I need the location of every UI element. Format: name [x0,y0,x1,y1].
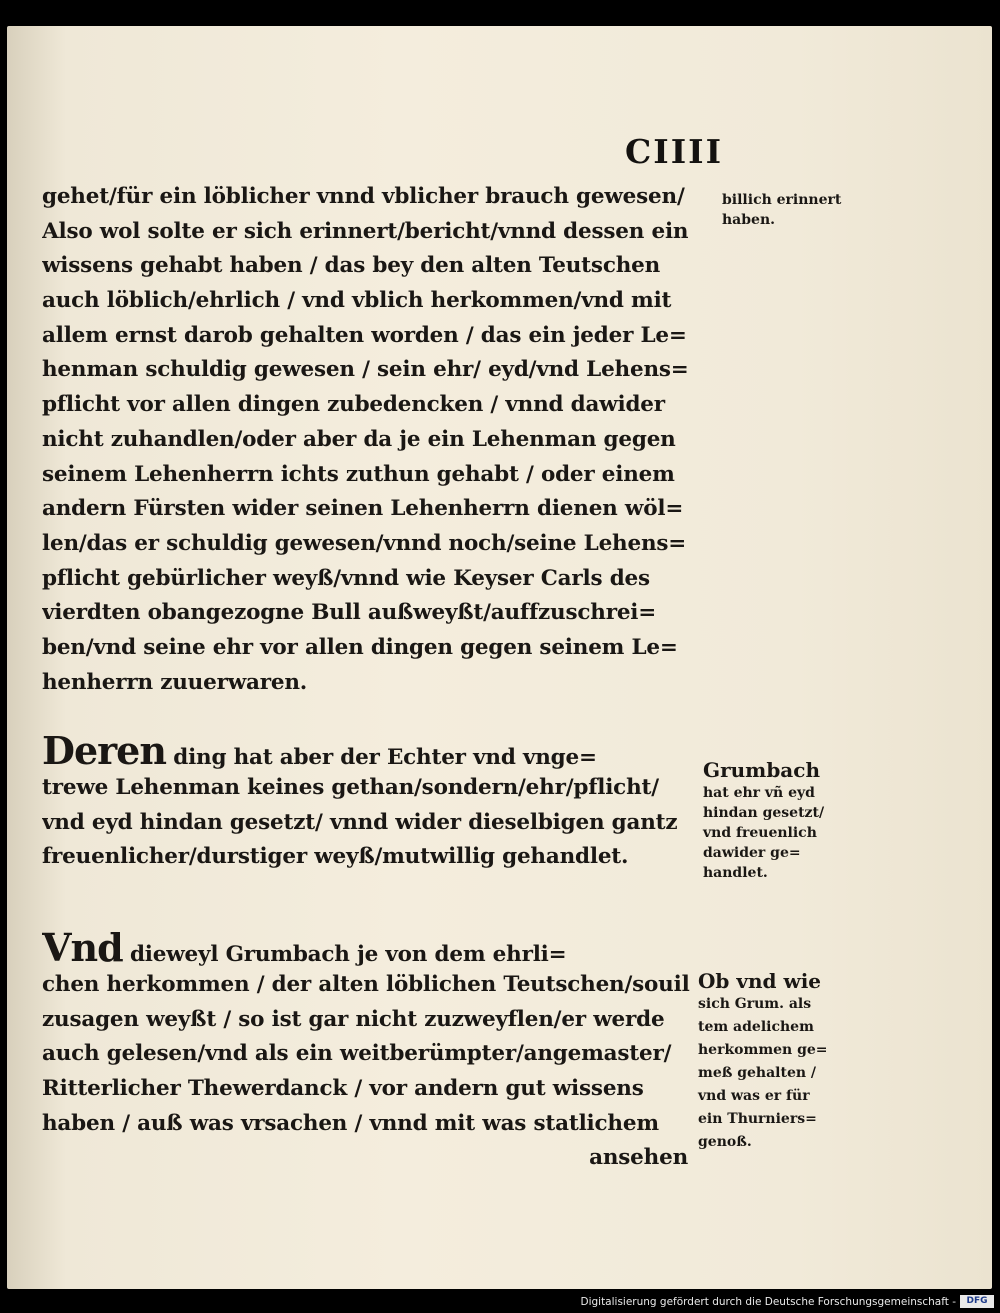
note-line: hat ehr vñ eyd [703,785,815,801]
text-line: wissens gehabt haben / das bey den alten Teutschen [42,253,661,279]
line-rest: dieweyl Grumbach je von dem ehrli= [122,942,567,967]
note-line: Grumbach [703,758,820,782]
text-line: chen herkommen / der alten löblichen Teutschen/souil [42,972,690,997]
text-line: pflicht vor allen dingen zubedencken / vnnd dawider [42,392,665,418]
text-line: allem ernst darob gehalten worden / das ein jeder Le= [42,322,687,348]
folio-number: CIIII [625,132,724,171]
text-line: auch gelesen/vnd als ein weitberümpter/angemaster/ [42,1041,672,1067]
text-line: len/das er schuldig gewesen/vnnd noch/seine Lehens= [42,530,687,556]
text-line: zusagen weyßt / so ist gar nicht zuzweyflen/er werde [42,1006,665,1032]
note-line: hindan gesetzt/ [703,805,825,821]
note-line: vnd was er für [698,1088,810,1104]
text-line: ben/vnd seine ehr vor allen dingen gegen seinem Le= [42,634,678,660]
text-line: ansehen [589,1145,688,1171]
funding-notice: Digitalisierung gefördert durch die Deutsche Forschungsgemeinschaft - [580,1296,956,1308]
text-line: henman schuldig gewesen / sein ehr/ eyd/vnd Lehens= [42,357,689,383]
note-line: haben. [722,212,775,228]
marginal-note-2 [703,757,824,883]
text-line: auch löblich/ehrlich / vnd vblich herkommen/vnd mit [42,288,672,314]
text-line: seinem Lehenherrn ichts zuthun gehabt / oder einem [42,461,675,487]
text-line: Also wol solte er sich erinnert/bericht/vnnd dessen ein [42,218,689,244]
text-line: haben / auß was vrsachen / vnnd mit was statlichem [42,1110,659,1136]
note-line: ein Thurniers= [698,1111,817,1127]
dfg-logo: DFG [960,1295,994,1308]
note-line: meß gehalten / [698,1065,817,1081]
initial-word: Vnd [42,928,123,968]
text-line: freuenlicher/durstiger weyß/mutwillig gehandlet. [42,844,629,870]
text-line: gehet/für ein löblicher vnnd vblicher brauch gewesen/ [42,184,685,209]
note-line: genoß. [698,1134,752,1150]
line-rest: ding hat aber der Echter vnd vnge= [165,745,597,770]
note-line: sich Grum. als [698,996,812,1012]
text-line: vnd eyd hindan gesetzt/ vnnd wider dieselbigen gantz [42,809,678,835]
text-line: nicht zuhandlen/oder aber da je ein Lehenman gegen [42,426,676,452]
marginal-note-3 [698,969,828,1154]
text-line: Ritterlicher Thewerdanck / vor andern gut wissens [42,1076,644,1102]
text-line [42,928,722,968]
note-line: dawider ge= [703,845,801,861]
note-line: billich erinnert [722,192,842,208]
text-line: trewe Lehenman keines gethan/sondern/ehr/pflicht/ [42,775,659,800]
text-line [42,731,722,771]
initial-word: Deren [42,731,166,771]
note-line: Ob vnd wie [698,969,822,993]
text-line: andern Fürsten wider seinen Lehenherrn dienen wöl= [42,496,684,522]
note-line: tem adelichem [698,1019,814,1035]
text-line: pflicht gebürlicher weyß/vnnd wie Keyser Carls des [42,565,650,591]
paragraph-1 [42,180,722,700]
paragraph-3 [42,928,722,1176]
marginal-note-1 [722,190,841,230]
note-line: vnd freuenlich [703,825,817,841]
note-line: handlet. [703,865,768,881]
text-line: henherrn zuuerwaren. [42,669,308,695]
text-line: vierdten obangezogne Bull außweyßt/auffzuschrei= [42,600,657,626]
note-line: herkommen ge= [698,1042,828,1058]
paragraph-2 [42,731,722,875]
